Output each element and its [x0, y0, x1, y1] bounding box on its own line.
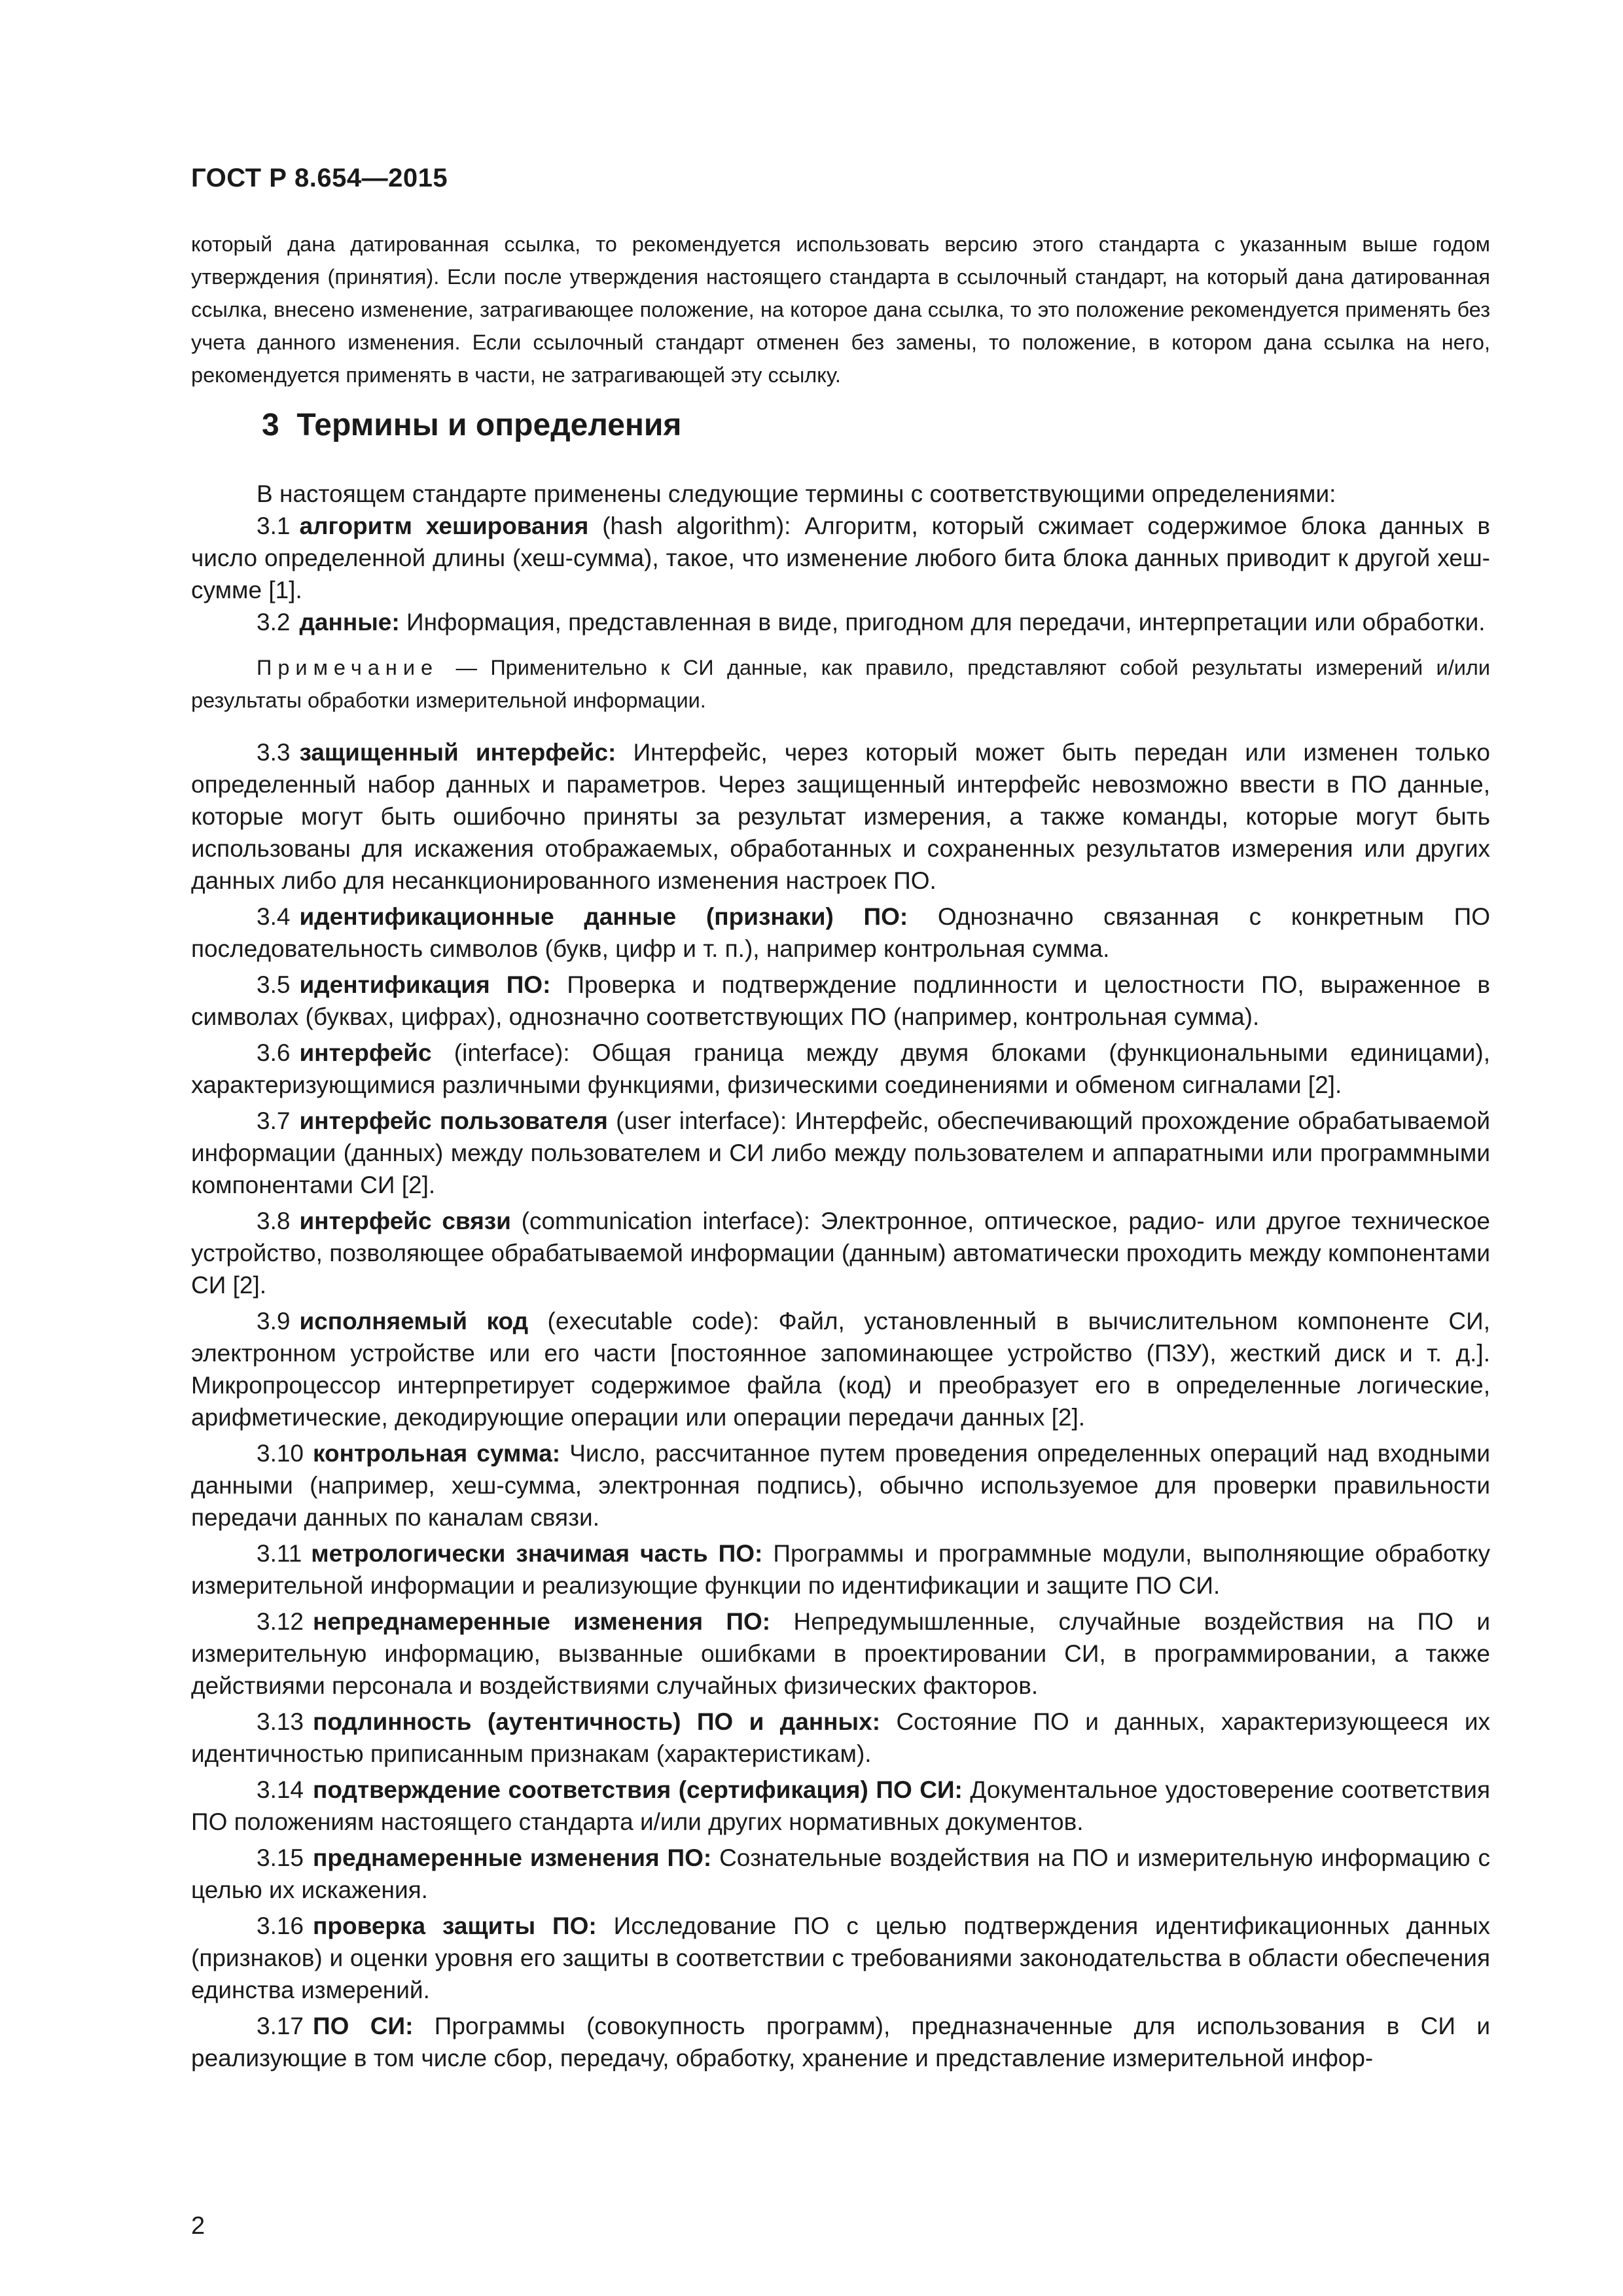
- page-number: 2: [191, 2212, 205, 2240]
- terms-list: [191, 478, 1490, 2078]
- term-definition: Документальное удостоверение соответствия ПО положениям настоящего стандарта и/или других нормативных документов.: [191, 1776, 1490, 1835]
- term-number: 3.1: [257, 512, 291, 539]
- term-definition: Интерфейс, через который может быть передан или изменен только определенный набор данных и параметров. Через защищенный интерфейс невозможно ввести в ПО данные, которые могут быть ошибочно приняты за результат измерения, а также команды, которые могут быть использованы для искажения отображаемых, обработанных и сохраненных результатов измерения или других данных либо для несанкционированного изменения настроек ПО.: [191, 739, 1490, 894]
- term-name: преднамеренные изменения ПО:: [313, 1844, 712, 1871]
- term-definition: Проверка и подтверждение подлинности и целостности ПО, выраженное в символах (буквах, цифрах), однозначно соответствующих ПО (например, контрольная сумма).: [191, 971, 1490, 1030]
- term-definition: (interface): Общая граница между двумя блоками (функциональными единицами), характеризующимися различными функциями, физическими соединениями и обменом сигналами [2].: [191, 1039, 1490, 1098]
- term-number: 3.4: [257, 903, 291, 930]
- term-number: 3.5: [257, 971, 291, 998]
- term-definition: Исследование ПО с целью подтверждения идентификационных данных (признаков) и оценки уровня его защиты в соответствии с требованиями законодательства в области обеспечения единства измерений.: [191, 1912, 1490, 2003]
- section-title-text: Термины и определения: [296, 408, 682, 442]
- term-name: исполняемый код: [299, 1308, 529, 1335]
- term-entry: [191, 1037, 1490, 1101]
- note-text: — Применительно к СИ данные, как правило, представляют собой результаты измерений и/или результаты обработки измерительной информации.: [191, 656, 1490, 712]
- term-number: 3.9: [257, 1308, 291, 1335]
- term-name: непреднамеренные изменения ПО:: [313, 1608, 771, 1635]
- term-number: 3.11: [257, 1540, 302, 1567]
- term-name: интерфейс: [299, 1039, 432, 1066]
- term-entry: [191, 1105, 1490, 1201]
- section-number: 3: [262, 408, 279, 442]
- term-entry: [191, 1205, 1490, 1301]
- term-number: 3.17: [257, 2013, 304, 2039]
- term-definition: Однозначно связанная с конкретным ПО последовательность символов (букв, цифр и т. п.), например контрольная сумма.: [191, 903, 1491, 962]
- term-entry: [191, 1774, 1490, 1838]
- note-paragraph: [191, 651, 1490, 717]
- term-definition: Непредумышленные, случайные воздействия на ПО и измерительную информацию, вызванные ошибками в проектировании СИ, в программировании, а также действиями персонала и воздействиями случайных физических факторов.: [191, 1608, 1490, 1699]
- term-entry: [191, 1537, 1490, 1602]
- intro-paragraph: который дана датированная ссылка, то рекомендуется использовать версию этого стандарта с указанным выше годом утверждения (принятия). Если после утверждения настоящего стандарта в ссылочный стандарт, на который дана датированная ссылка, внесено изменение, затрагивающее положение, на которое дана ссылка, то это положение рекомендуется применять без учета данного изменения. Если ссылочный стандарт отменен без замены, то положение, в котором дана ссылка на него, рекомендуется применять в части, не затрагивающей эту ссылку.: [191, 232, 1490, 387]
- term-entry: [191, 2010, 1490, 2074]
- term-name: метрологически значимая часть ПО:: [311, 1540, 763, 1567]
- term-number: 3.10: [257, 1440, 304, 1467]
- term-definition: (communication interface): Электронное, оптическое, радио- или другое техническое устройство, позволяющее обрабатываемой информации (данным) автоматически проходить между компонентами СИ [2].: [191, 1208, 1490, 1299]
- term-entry: [191, 736, 1490, 897]
- term-name: интерфейс пользователя: [299, 1107, 608, 1134]
- term-entry: [191, 1305, 1490, 1433]
- note-label: Примечание: [257, 656, 439, 679]
- term-number: 3.6: [257, 1039, 291, 1066]
- term-entry: [191, 1605, 1490, 1702]
- term-number: 3.7: [257, 1107, 291, 1134]
- document-header: ГОСТ Р 8.654—2015: [191, 164, 448, 192]
- term-number: 3.12: [257, 1608, 304, 1635]
- term-number: 3.8: [257, 1208, 291, 1234]
- term-number: 3.15: [257, 1844, 304, 1871]
- term-name: подлинность (аутентичность) ПО и данных:: [313, 1708, 881, 1735]
- term-entry: [191, 510, 1490, 606]
- term-name: защищенный интерфейс:: [299, 739, 616, 766]
- term-definition: Информация, представленная в виде, пригодном для передачи, интерпретации или обработки.: [399, 609, 1486, 636]
- term-definition: Сознательные воздействия на ПО и измерительную информацию с целью их искажения.: [191, 1844, 1491, 1903]
- section-title: [262, 407, 681, 443]
- term-name: подтверждение соответствия (сертификация) ПО СИ:: [313, 1776, 963, 1803]
- term-entry: [191, 901, 1490, 965]
- term-name: идентификационные данные (признаки) ПО:: [299, 903, 908, 930]
- term-number: 3.3: [257, 739, 291, 766]
- section-lead: В настоящем стандарте применены следующие термины с соответствующими определениями:: [257, 480, 1336, 507]
- term-definition: (executable code): Файл, установленный в вычислительном компоненте СИ, электронном устройстве или его части [постоянное запоминающее устройство (ПЗУ), жесткий диск и т. д.]. Микропроцессор интерпретирует содержимое файла (код) и преобразует его в определенные логические, арифметические, декодирующие операции или операции передачи данных [2].: [191, 1308, 1490, 1431]
- term-entry: [191, 1842, 1490, 1906]
- term-name: идентификация ПО:: [299, 971, 551, 998]
- term-entry: [191, 969, 1490, 1033]
- term-number: 3.13: [257, 1708, 304, 1735]
- term-number: 3.2: [257, 609, 291, 636]
- term-name: ПО СИ:: [313, 2013, 414, 2039]
- term-name: проверка защиты ПО:: [313, 1912, 597, 1939]
- term-name: контрольная сумма:: [313, 1440, 561, 1467]
- term-entry: [191, 1706, 1490, 1770]
- term-definition: (hash algorithm): Алгоритм, который сжимает содержимое блока данных в число определенной длины (хеш-сумма), такое, что изменение любого бита блока данных приводит к другой хеш-сумме [1].: [191, 512, 1491, 603]
- term-number: 3.14: [257, 1776, 304, 1803]
- term-entry: [191, 1910, 1490, 2006]
- term-definition: Число, рассчитанное путем проведения определенных операций над входными данными (например, хеш-сумма, электронная подпись), обычно используемое для проверки правильности передачи данных по каналам связи.: [191, 1440, 1490, 1531]
- term-entry: [191, 606, 1490, 638]
- term-definition: Программы и программные модули, выполняющие обработку измерительной информации и реализующие функции по идентификации и защите ПО СИ.: [191, 1540, 1491, 1599]
- term-definition: (user interface): Интерфейс, обеспечивающий прохождение обрабатываемой информации (данных) между пользователем и СИ либо между пользователем и аппаратными или программными компонентами СИ [2].: [191, 1107, 1491, 1198]
- term-number: 3.16: [257, 1912, 304, 1939]
- term-name: интерфейс связи: [299, 1208, 511, 1234]
- term-name: алгоритм хеширования: [299, 512, 589, 539]
- term-name: данные:: [299, 609, 400, 636]
- term-definition: Программы (совокупность программ), предназначенные для использования в СИ и реализующие в том числе сбор, передачу, обработку, хранение и представление измерительной инфор-: [191, 2013, 1490, 2072]
- term-definition: Состояние ПО и данных, характеризующееся их идентичностью приписанным признакам (характеристикам).: [191, 1708, 1490, 1767]
- term-entry: [191, 1437, 1490, 1534]
